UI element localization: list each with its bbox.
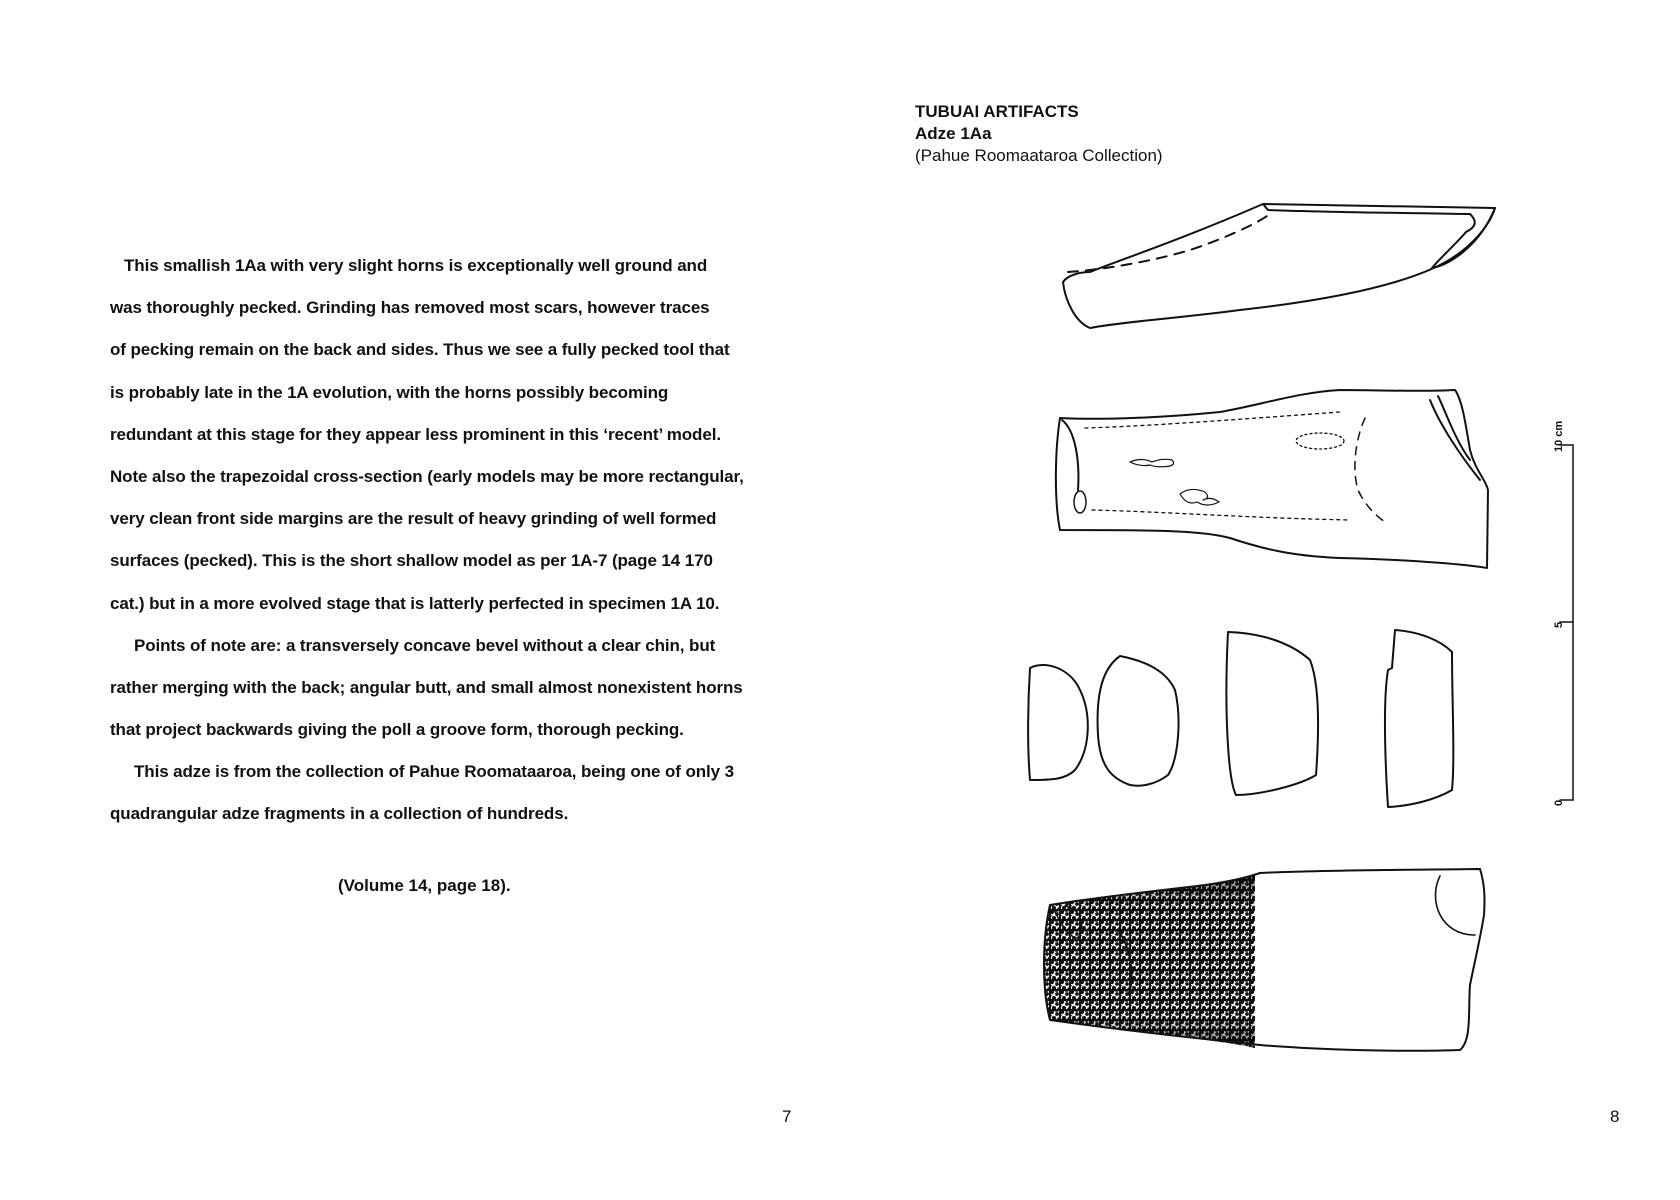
side-profile-drawing: [1063, 204, 1495, 328]
cross-section-4: [1385, 630, 1453, 807]
cross-section-3: [1226, 632, 1318, 795]
text-line: This smallish 1Aa with very slight horns is exceptionally well ground and: [124, 256, 708, 275]
text-line: that project backwards giving the poll a groove form, thorough pecking.: [110, 720, 684, 740]
scale-label-10cm: 10 cm: [1553, 420, 1565, 452]
text-line: rather merging with the back; angular butt, and small almost nonexistent horns: [110, 677, 743, 697]
text-line: surfaces (pecked). This is the short shallow model as per 1A-7 (page 14 170: [110, 551, 713, 571]
text-line: cat.) but in a more evolved stage that is latterly perfected in specimen 1A 10.: [110, 593, 720, 613]
front-face-drawing: [1044, 869, 1485, 1051]
right-page: [840, 0, 1680, 1200]
scale-label-0: 0: [1553, 799, 1565, 806]
description-text: [110, 255, 790, 846]
cross-section-2: [1098, 656, 1179, 786]
text-line: of pecking remain on the back and sides. Thus we see a fully pecked tool that: [110, 340, 730, 360]
section-title: TUBUAI ARTIFACTS: [915, 102, 1079, 121]
adze-illustrations: [840, 0, 1680, 1200]
scale-label-5: 5: [1553, 621, 1565, 628]
text-line: was thoroughly pecked. Grinding has removed most scars, however traces: [110, 298, 710, 318]
cross-sections-drawing: [1028, 630, 1453, 807]
collection-label: (Pahue Roomaataroa Collection): [915, 146, 1163, 165]
back-face-drawing: [1056, 390, 1488, 568]
text-line: redundant at this stage for they appear less prominent in this ‘recent’ model.: [110, 424, 721, 444]
page-number-left: 7: [782, 1107, 792, 1126]
artifact-title: Adze 1Aa: [915, 124, 992, 143]
text-line: quadrangular adze fragments in a collection of hundreds.: [110, 804, 569, 824]
text-line: is probably late in the 1A evolution, with the horns possibly becoming: [110, 382, 669, 402]
cross-section-1: [1028, 665, 1088, 780]
citation: (Volume 14, page 18).: [338, 876, 511, 895]
page-number-right: 8: [1610, 1107, 1620, 1126]
text-line: Note also the trapezoidal cross-section (early models may be more rectangular,: [110, 466, 744, 486]
text-line: Points of note are: a transversely concave bevel without a clear chin, but: [134, 635, 716, 655]
text-line: very clean front side margins are the result of heavy grinding of well formed: [110, 509, 717, 529]
text-line: This adze is from the collection of Pahue Roomataaroa, being one of only 3: [134, 762, 734, 782]
